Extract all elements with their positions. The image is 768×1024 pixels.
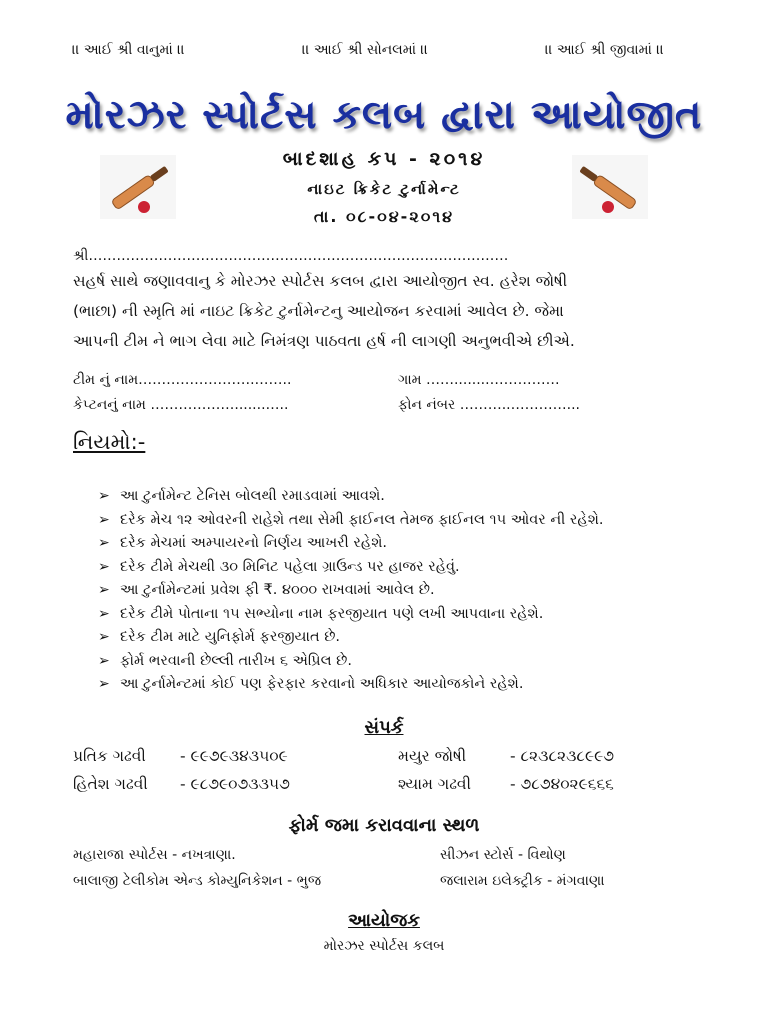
blessing-left: ।। આઈ શ્રી વાનુમાં ।। — [72, 42, 185, 58]
contact-phone: - ૯૯૭૯૩૪૩૫૦૯ — [180, 747, 288, 765]
arrow-bullet-icon: ➢ — [98, 558, 110, 575]
tournament-title: નાઇટ ક્રિકેટ ટુર્નામેન્ટ — [307, 180, 461, 198]
contact-heading: સંપર્ક — [364, 717, 404, 738]
rule-text: દરેક ટીમે મેચથી ૩૦ મિનિટ પહેલા ગ્રાઉન્ડ પર હાજર રહેવું. — [120, 558, 460, 575]
organizer-name: મોરઝર સ્પોર્ટસ કલબ — [323, 938, 445, 954]
submission-place: બાલાજી ટેલીકોમ એન્ડ કોમ્યુનિકેશન - ભુજ — [73, 873, 322, 889]
list-item — [98, 650, 604, 674]
list-item — [98, 509, 604, 533]
contact-name: હિતેશ ગઢવી — [73, 775, 148, 793]
rule-text: દરેક ટીમ માટે યુનિફોર્મ ફરજીયાત છે. — [120, 629, 341, 645]
cricket-bat-ball-icon — [572, 155, 648, 219]
arrow-bullet-icon: ➢ — [98, 488, 110, 504]
list-item — [98, 579, 604, 603]
contact-phone: - ૯૮૭૯૦૭૩૩૫૭ — [180, 775, 290, 793]
letter-line-2: (ભાછા) ની સ્મૃતિ માં નાઇટ ક્રિકેટ ટુર્નામેન્ટનુ આયોજન કરવામાં આવેલ છે. જેમા — [73, 302, 564, 320]
blessing-right: ।। આઈ શ્રી જીવામાં ।। — [545, 42, 664, 58]
event-date: તા. ૦૮-૦૪-૨૦૧૪ — [313, 207, 455, 226]
rule-text: દરેક મેચ ૧૨ ઓવરની રાહેશે તથા સેમી ફાઈનલ તેમજ ફાઈનલ ૧૫ ઓવર ની રહેશે. — [120, 511, 604, 528]
main-title: મોરઝર સ્પોર્ટસ કલબ દ્વારા આયોજીત — [65, 92, 703, 138]
list-item — [98, 673, 604, 697]
captain-name-field: કેપ્ટનનું નામ ……………….......….. — [73, 397, 289, 413]
addressee-line: શ્રી……………………………………………………………………………… — [73, 248, 509, 264]
team-name-field: ટીમ નું નામ…………………….…….. — [73, 372, 292, 388]
rules-heading: નિયમો:- — [73, 430, 146, 454]
village-field: ગામ ……........…………… — [398, 372, 560, 388]
list-item — [98, 485, 604, 509]
arrow-bullet-icon: ➢ — [98, 535, 110, 551]
contact-name: શ્યામ ગઢવી — [398, 775, 472, 793]
submission-place: મહારાજા સ્પોર્ટસ - નખત્રાણા. — [73, 847, 236, 863]
arrow-bullet-icon: ➢ — [98, 676, 110, 692]
rule-text: આ ટુર્નામેન્ટમાં કોઈ પણ ફેરફાર કરવાનો અધિકાર આયોજકોને રહેશે. — [120, 676, 524, 692]
arrow-bullet-icon: ➢ — [98, 629, 110, 645]
rule-text: આ ટુર્નામેન્ટ ટેનિસ બોલથી રમાડવામાં આવશે. — [120, 488, 385, 504]
arrow-bullet-icon: ➢ — [98, 652, 110, 669]
rule-text: ફોર્મ ભરવાની છેલ્લી તારીખ ૬ એપ્રિલ છે. — [120, 652, 352, 669]
list-item — [98, 603, 604, 627]
submission-heading: ફોર્મ જમા કરાવવાના સ્થળ — [288, 815, 480, 836]
contact-phone: - ૭૮૭૪૦૨૯૬૬૬ — [510, 775, 614, 793]
list-item — [98, 532, 604, 556]
contact-name: પ્રતિક ગઢવી — [73, 747, 146, 765]
cricket-bat-ball-icon — [100, 155, 176, 219]
rule-text: દરેક ટીમે પોતાના ૧૫ સભ્યોના નામ ફરજીયાત પણે લખી આપવાના રહેશે. — [120, 605, 544, 622]
list-item — [98, 626, 604, 650]
rule-text: દરેક મેચમાં અમ્પાયરનો નિર્ણય આખરી રહેશે. — [120, 535, 388, 551]
contact-name: મયુર જોષી — [398, 747, 467, 765]
letter-line-3: આપની ટીમ ને ભાગ લેવા માટે નિમંત્રણ પાઠવતા હર્ષ ની લાગણી અનુભવીએ છીએ. — [73, 332, 575, 350]
submission-place: જલારામ ઇલેક્ટ્રીક - મંગવાણા — [440, 873, 605, 889]
organizer-heading: આયોજક — [348, 910, 420, 931]
arrow-bullet-icon: ➢ — [98, 511, 110, 528]
rule-text: આ ટુર્નામેન્ટમાં પ્રવેશ ફી ₹. ૪૦૦૦ રાખવામાં આવેલ છે. — [120, 582, 435, 598]
arrow-bullet-icon: ➢ — [98, 582, 110, 598]
arrow-bullet-icon: ➢ — [98, 605, 110, 622]
blessing-center: ।। આઈ શ્રી સોનલમાં ।। — [302, 42, 428, 58]
rules-list — [98, 485, 604, 697]
cup-title: બાદશાહ કપ - ૨૦૧૪ — [282, 148, 486, 170]
phone-field: ફોન નંબર ………..…………... — [398, 397, 580, 413]
letter-line-1: સહર્ષ સાથે જણાવવાનુ કે મોરઝર સ્પોર્ટસ કલબ દ્વારા આયોજીત સ્વ. હરેશ જોષી — [73, 272, 568, 290]
list-item — [98, 556, 604, 580]
submission-place: સીઝન સ્ટોર્સ - વિથોણ — [440, 847, 566, 863]
contact-phone: - ૮૨૩૮૨૩૮૯૯૭ — [510, 747, 615, 765]
